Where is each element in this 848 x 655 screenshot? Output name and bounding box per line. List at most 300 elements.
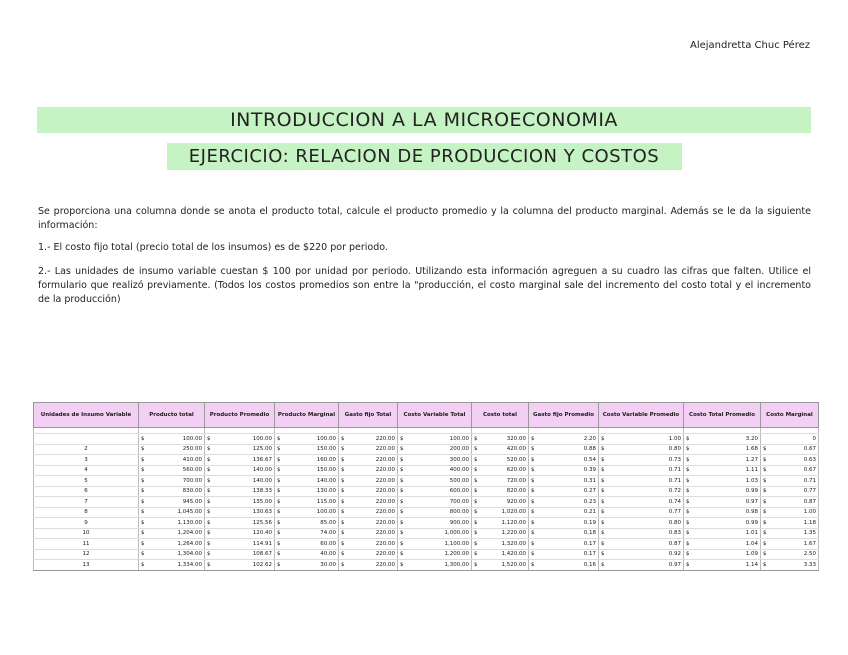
table-cell: [275, 455, 339, 466]
cell-value: 60.00: [320, 540, 336, 547]
table-cell: [529, 528, 599, 539]
cell-value: 1,220.00: [501, 530, 526, 537]
cell-value: 125.56: [252, 519, 272, 526]
table-cell: [472, 539, 529, 550]
table-cell: [398, 444, 472, 455]
table-cell: [599, 434, 684, 445]
cell-value: 0.16: [583, 561, 596, 568]
column-header: Costo Marginal: [761, 403, 819, 428]
cell-value: 0.77: [803, 488, 816, 495]
currency-symbol: $: [531, 530, 535, 537]
table-cell: [275, 434, 339, 445]
currency-symbol: $: [207, 509, 211, 516]
currency-symbol: $: [763, 488, 767, 495]
table-cell: [398, 486, 472, 497]
cell-value: 1,120.00: [501, 519, 526, 526]
table-cell: [684, 539, 761, 550]
table-cell: [761, 444, 819, 455]
table-cell: [599, 560, 684, 571]
cell-value: 1,204.00: [177, 530, 202, 537]
table-cell: [398, 465, 472, 476]
table-cell: [275, 497, 339, 508]
cell-value: 125.00: [252, 446, 272, 453]
table-cell: [339, 465, 398, 476]
currency-symbol: $: [686, 561, 690, 568]
table-row: [34, 434, 819, 445]
table-cell: [339, 476, 398, 487]
currency-symbol: $: [601, 498, 605, 505]
cell-value: 0: [812, 435, 816, 442]
cell-value: 160.00: [316, 456, 336, 463]
table-cell: [139, 507, 205, 518]
table-cell: [599, 444, 684, 455]
cell-value: 130.63: [252, 509, 272, 516]
currency-symbol: $: [531, 446, 535, 453]
currency-symbol: $: [601, 551, 605, 558]
table-cell: [761, 507, 819, 518]
column-header: Unidades de Insumo Variable: [34, 403, 139, 428]
table-cell: [684, 560, 761, 571]
cell-value: 500.00: [449, 477, 469, 484]
currency-symbol: $: [141, 477, 145, 484]
table-cell: [684, 518, 761, 529]
currency-symbol: $: [141, 509, 145, 516]
table-cell: [684, 497, 761, 508]
currency-symbol: $: [207, 498, 211, 505]
cell-value: 0.17: [583, 551, 596, 558]
currency-symbol: $: [763, 540, 767, 547]
table-cell: [205, 486, 275, 497]
currency-symbol: $: [531, 551, 535, 558]
cell-value: 1.35: [803, 530, 816, 537]
currency-symbol: $: [141, 519, 145, 526]
table-cell: [275, 560, 339, 571]
table-cell: [339, 518, 398, 529]
cell-value: 0.31: [583, 477, 596, 484]
table-row: [34, 528, 819, 539]
currency-symbol: $: [341, 540, 345, 547]
table-cell: [599, 497, 684, 508]
table-cell: [398, 539, 472, 550]
table-cell: 5: [34, 476, 139, 487]
currency-symbol: $: [531, 456, 535, 463]
cell-value: 1.68: [745, 446, 758, 453]
table-cell: [599, 539, 684, 550]
cell-value: 0.72: [668, 488, 681, 495]
cell-value: 0.21: [583, 509, 596, 516]
column-header: Producto total: [139, 403, 205, 428]
currency-symbol: $: [474, 540, 478, 547]
cell-value: 0.80: [668, 446, 681, 453]
cell-value: 0.67: [803, 467, 816, 474]
cell-value: 560.00: [182, 467, 202, 474]
table-cell: [472, 507, 529, 518]
currency-symbol: $: [686, 551, 690, 558]
cell-value: 0.92: [668, 551, 681, 558]
cell-value: 0.99: [745, 519, 758, 526]
table-cell: [139, 434, 205, 445]
table-cell: [472, 560, 529, 571]
cell-value: 130.00: [316, 488, 336, 495]
currency-symbol: $: [341, 488, 345, 495]
currency-symbol: $: [400, 519, 404, 526]
cell-value: 1.18: [803, 519, 816, 526]
table-cell: [761, 539, 819, 550]
table-cell: [761, 549, 819, 560]
currency-symbol: $: [601, 456, 605, 463]
table-cell: 6: [34, 486, 139, 497]
currency-symbol: $: [763, 509, 767, 516]
table-cell: [529, 465, 599, 476]
currency-symbol: $: [141, 498, 145, 505]
table-cell: [205, 497, 275, 508]
currency-symbol: $: [400, 435, 404, 442]
cell-value: 220.00: [375, 551, 395, 558]
table-cell: [472, 476, 529, 487]
table-cell: [275, 549, 339, 560]
currency-symbol: $: [531, 561, 535, 568]
currency-symbol: $: [763, 551, 767, 558]
table-cell: [339, 434, 398, 445]
cell-value: 0.18: [583, 530, 596, 537]
currency-symbol: $: [277, 435, 281, 442]
cell-value: 138.33: [252, 488, 272, 495]
currency-symbol: $: [474, 456, 478, 463]
table-cell: [398, 497, 472, 508]
currency-symbol: $: [277, 519, 281, 526]
cell-value: 0.98: [745, 509, 758, 516]
currency-symbol: $: [763, 530, 767, 537]
cell-value: 720.00: [506, 477, 526, 484]
column-header: Costo Variable Promedio: [599, 403, 684, 428]
cell-value: 100.00: [449, 435, 469, 442]
table-cell: [339, 486, 398, 497]
table-cell: [398, 560, 472, 571]
table-row: [34, 539, 819, 550]
cell-value: 1,520.00: [501, 561, 526, 568]
cell-value: 150.00: [316, 467, 336, 474]
currency-symbol: $: [601, 477, 605, 484]
cell-value: 1,420.00: [501, 551, 526, 558]
table-cell: [684, 528, 761, 539]
page-subtitle: EJERCICIO: RELACION DE PRODUCCION Y COSTOS: [188, 146, 660, 167]
table-cell: [398, 518, 472, 529]
cell-value: 0.71: [668, 477, 681, 484]
currency-symbol: $: [141, 456, 145, 463]
cell-value: 114.91: [252, 540, 272, 547]
currency-symbol: $: [531, 509, 535, 516]
production-cost-table: [33, 402, 819, 571]
table-cell: [398, 528, 472, 539]
table-cell: [339, 444, 398, 455]
table-cell: [398, 455, 472, 466]
currency-symbol: $: [341, 446, 345, 453]
cell-value: 1,334.00: [177, 561, 202, 568]
table-cell: [339, 560, 398, 571]
column-header: Gasto fijo Total: [339, 403, 398, 428]
table-cell: [761, 560, 819, 571]
cell-value: 140.00: [252, 467, 272, 474]
currency-symbol: $: [277, 551, 281, 558]
table-row: [34, 549, 819, 560]
table-row: [34, 560, 819, 571]
cell-value: 136.67: [252, 456, 272, 463]
cell-value: 220.00: [375, 530, 395, 537]
currency-symbol: $: [686, 498, 690, 505]
table-cell: [761, 528, 819, 539]
currency-symbol: $: [400, 477, 404, 484]
table-cell: [761, 486, 819, 497]
table-cell: [529, 549, 599, 560]
currency-symbol: $: [601, 488, 605, 495]
column-header: Costo total: [472, 403, 529, 428]
currency-symbol: $: [277, 477, 281, 484]
table-row: [34, 486, 819, 497]
table-cell: [472, 497, 529, 508]
currency-symbol: $: [474, 530, 478, 537]
cell-value: 800.00: [449, 509, 469, 516]
table-cell: [139, 539, 205, 550]
table-cell: [599, 465, 684, 476]
cell-value: 85.00: [320, 519, 336, 526]
currency-symbol: $: [400, 446, 404, 453]
table-cell: [684, 465, 761, 476]
currency-symbol: $: [400, 467, 404, 474]
currency-symbol: $: [474, 551, 478, 558]
table-cell: [139, 444, 205, 455]
table-cell: 8: [34, 507, 139, 518]
cell-value: 220.00: [375, 456, 395, 463]
currency-symbol: $: [601, 467, 605, 474]
cell-value: 0.83: [668, 530, 681, 537]
currency-symbol: $: [686, 519, 690, 526]
table-cell: 4: [34, 465, 139, 476]
table-cell: [34, 434, 139, 445]
table-cell: [529, 455, 599, 466]
table-cell: 3: [34, 455, 139, 466]
cell-value: 1,320.00: [501, 540, 526, 547]
currency-symbol: $: [601, 509, 605, 516]
table-cell: [472, 455, 529, 466]
currency-symbol: $: [601, 435, 605, 442]
currency-symbol: $: [686, 435, 690, 442]
cell-value: 0.63: [803, 456, 816, 463]
currency-symbol: $: [474, 561, 478, 568]
cell-value: 220.00: [375, 561, 395, 568]
currency-symbol: $: [763, 467, 767, 474]
cell-value: 1.00: [803, 509, 816, 516]
table-cell: 7: [34, 497, 139, 508]
currency-symbol: $: [141, 488, 145, 495]
table-cell: [472, 444, 529, 455]
table-cell: [761, 455, 819, 466]
currency-symbol: $: [400, 540, 404, 547]
cell-value: 1.03: [745, 477, 758, 484]
table-row: [34, 476, 819, 487]
table-cell: [139, 455, 205, 466]
cell-value: 40.00: [320, 551, 336, 558]
fixed-cost-paragraph: 1.- El costo fijo total (precio total de los insumos) es de $220 por periodo.: [38, 242, 388, 253]
table-cell: [684, 444, 761, 455]
table-row: [34, 465, 819, 476]
cell-value: 220.00: [375, 498, 395, 505]
currency-symbol: $: [474, 477, 478, 484]
cell-value: 1,130.00: [177, 519, 202, 526]
table-cell: [205, 465, 275, 476]
cell-value: 0.88: [583, 446, 596, 453]
table-cell: [339, 507, 398, 518]
table-cell: [139, 549, 205, 560]
table-cell: [599, 528, 684, 539]
table-cell: [139, 486, 205, 497]
currency-symbol: $: [277, 498, 281, 505]
currency-symbol: $: [277, 467, 281, 474]
currency-symbol: $: [207, 488, 211, 495]
cell-value: 945.00: [182, 498, 202, 505]
table-cell: [139, 497, 205, 508]
table-cell: [205, 560, 275, 571]
table-cell: 13: [34, 560, 139, 571]
cell-value: 520.00: [506, 456, 526, 463]
cell-value: 1.11: [745, 467, 758, 474]
cell-value: 150.00: [316, 446, 336, 453]
currency-symbol: $: [341, 509, 345, 516]
table-cell: [599, 486, 684, 497]
currency-symbol: $: [601, 540, 605, 547]
table-cell: [275, 528, 339, 539]
currency-symbol: $: [686, 467, 690, 474]
column-header: Costo Variable Total: [398, 403, 472, 428]
cell-value: 900.00: [449, 519, 469, 526]
table-row: [34, 455, 819, 466]
table-cell: [205, 476, 275, 487]
cell-value: 600.00: [449, 488, 469, 495]
cell-value: 1,304.00: [177, 551, 202, 558]
cell-value: 0.87: [668, 540, 681, 547]
table-cell: [339, 549, 398, 560]
currency-symbol: $: [400, 456, 404, 463]
cell-value: 1,020.00: [501, 509, 526, 516]
cell-value: 220.00: [375, 435, 395, 442]
table-cell: [205, 444, 275, 455]
currency-symbol: $: [400, 530, 404, 537]
column-header: Producto Promedio: [205, 403, 275, 428]
currency-symbol: $: [474, 446, 478, 453]
cell-value: 820.00: [506, 488, 526, 495]
variable-cost-paragraph: 2.- Las unidades de insumo variable cuestan $ 100 por unidad por periodo. Utilizando esta información agreguen a su cuadro las cifras que falten. Utilice el formulario que realizó previamente. (Todos los costos promedios son entre la "producción, el costo marginal sale del incremento del costo total y el incremento de la producción): [38, 266, 811, 305]
cell-value: 300.00: [449, 456, 469, 463]
table-cell: [275, 518, 339, 529]
cell-value: 140.00: [316, 477, 336, 484]
currency-symbol: $: [474, 435, 478, 442]
currency-symbol: $: [141, 435, 145, 442]
cell-value: 1.04: [745, 540, 758, 547]
cell-value: 108.67: [252, 551, 272, 558]
currency-symbol: $: [207, 477, 211, 484]
table-cell: [398, 507, 472, 518]
table-cell: [205, 507, 275, 518]
currency-symbol: $: [474, 509, 478, 516]
currency-symbol: $: [686, 530, 690, 537]
currency-symbol: $: [531, 435, 535, 442]
table-cell: [529, 497, 599, 508]
currency-symbol: $: [341, 551, 345, 558]
table-cell: 11: [34, 539, 139, 550]
currency-symbol: $: [207, 530, 211, 537]
table-cell: [684, 434, 761, 445]
currency-symbol: $: [277, 509, 281, 516]
currency-symbol: $: [341, 498, 345, 505]
cell-value: 700.00: [182, 477, 202, 484]
cell-value: 1,300.00: [444, 561, 469, 568]
table-cell: [205, 455, 275, 466]
cell-value: 1.01: [745, 530, 758, 537]
cell-value: 0.71: [668, 467, 681, 474]
cell-value: 0.17: [583, 540, 596, 547]
table-cell: [529, 507, 599, 518]
cell-value: 0.39: [583, 467, 596, 474]
cell-value: 0.19: [583, 519, 596, 526]
currency-symbol: $: [207, 519, 211, 526]
currency-symbol: $: [474, 488, 478, 495]
currency-symbol: $: [474, 498, 478, 505]
table-cell: [599, 455, 684, 466]
cell-value: 1,100.00: [444, 540, 469, 547]
cell-value: 0.97: [668, 561, 681, 568]
cell-value: 0.99: [745, 488, 758, 495]
table-cell: [472, 518, 529, 529]
cell-value: 220.00: [375, 488, 395, 495]
table-cell: [339, 539, 398, 550]
currency-symbol: $: [531, 467, 535, 474]
currency-symbol: $: [277, 456, 281, 463]
table-cell: [139, 465, 205, 476]
cell-value: 400.00: [449, 467, 469, 474]
currency-symbol: $: [207, 561, 211, 568]
cell-value: 0.71: [803, 477, 816, 484]
cell-value: 1.14: [745, 561, 758, 568]
table-cell: [472, 465, 529, 476]
currency-symbol: $: [400, 561, 404, 568]
cell-value: 220.00: [375, 477, 395, 484]
cell-value: 220.00: [375, 467, 395, 474]
table-body: [34, 428, 819, 571]
table-cell: [139, 518, 205, 529]
cell-value: 100.00: [316, 509, 336, 516]
cell-value: 700.00: [449, 498, 469, 505]
cell-value: 1.09: [745, 551, 758, 558]
table-cell: [398, 434, 472, 445]
table-cell: [472, 528, 529, 539]
currency-symbol: $: [207, 551, 211, 558]
currency-symbol: $: [474, 467, 478, 474]
table-cell: [599, 518, 684, 529]
currency-symbol: $: [763, 477, 767, 484]
cell-value: 0.73: [668, 456, 681, 463]
table-cell: [139, 560, 205, 571]
table-cell: [472, 549, 529, 560]
table-cell: [339, 497, 398, 508]
instructions-paragraph: Se proporciona una columna donde se anota el producto total, calcule el producto promedio y la columna del producto marginal. Además se le da la siguiente información:: [38, 206, 811, 231]
currency-symbol: $: [207, 435, 211, 442]
currency-symbol: $: [341, 530, 345, 537]
table-cell: [472, 434, 529, 445]
cell-value: 1,200.00: [444, 551, 469, 558]
cell-value: 320.00: [506, 435, 526, 442]
cell-value: 1.00: [668, 435, 681, 442]
table-cell: [599, 549, 684, 560]
currency-symbol: $: [474, 519, 478, 526]
